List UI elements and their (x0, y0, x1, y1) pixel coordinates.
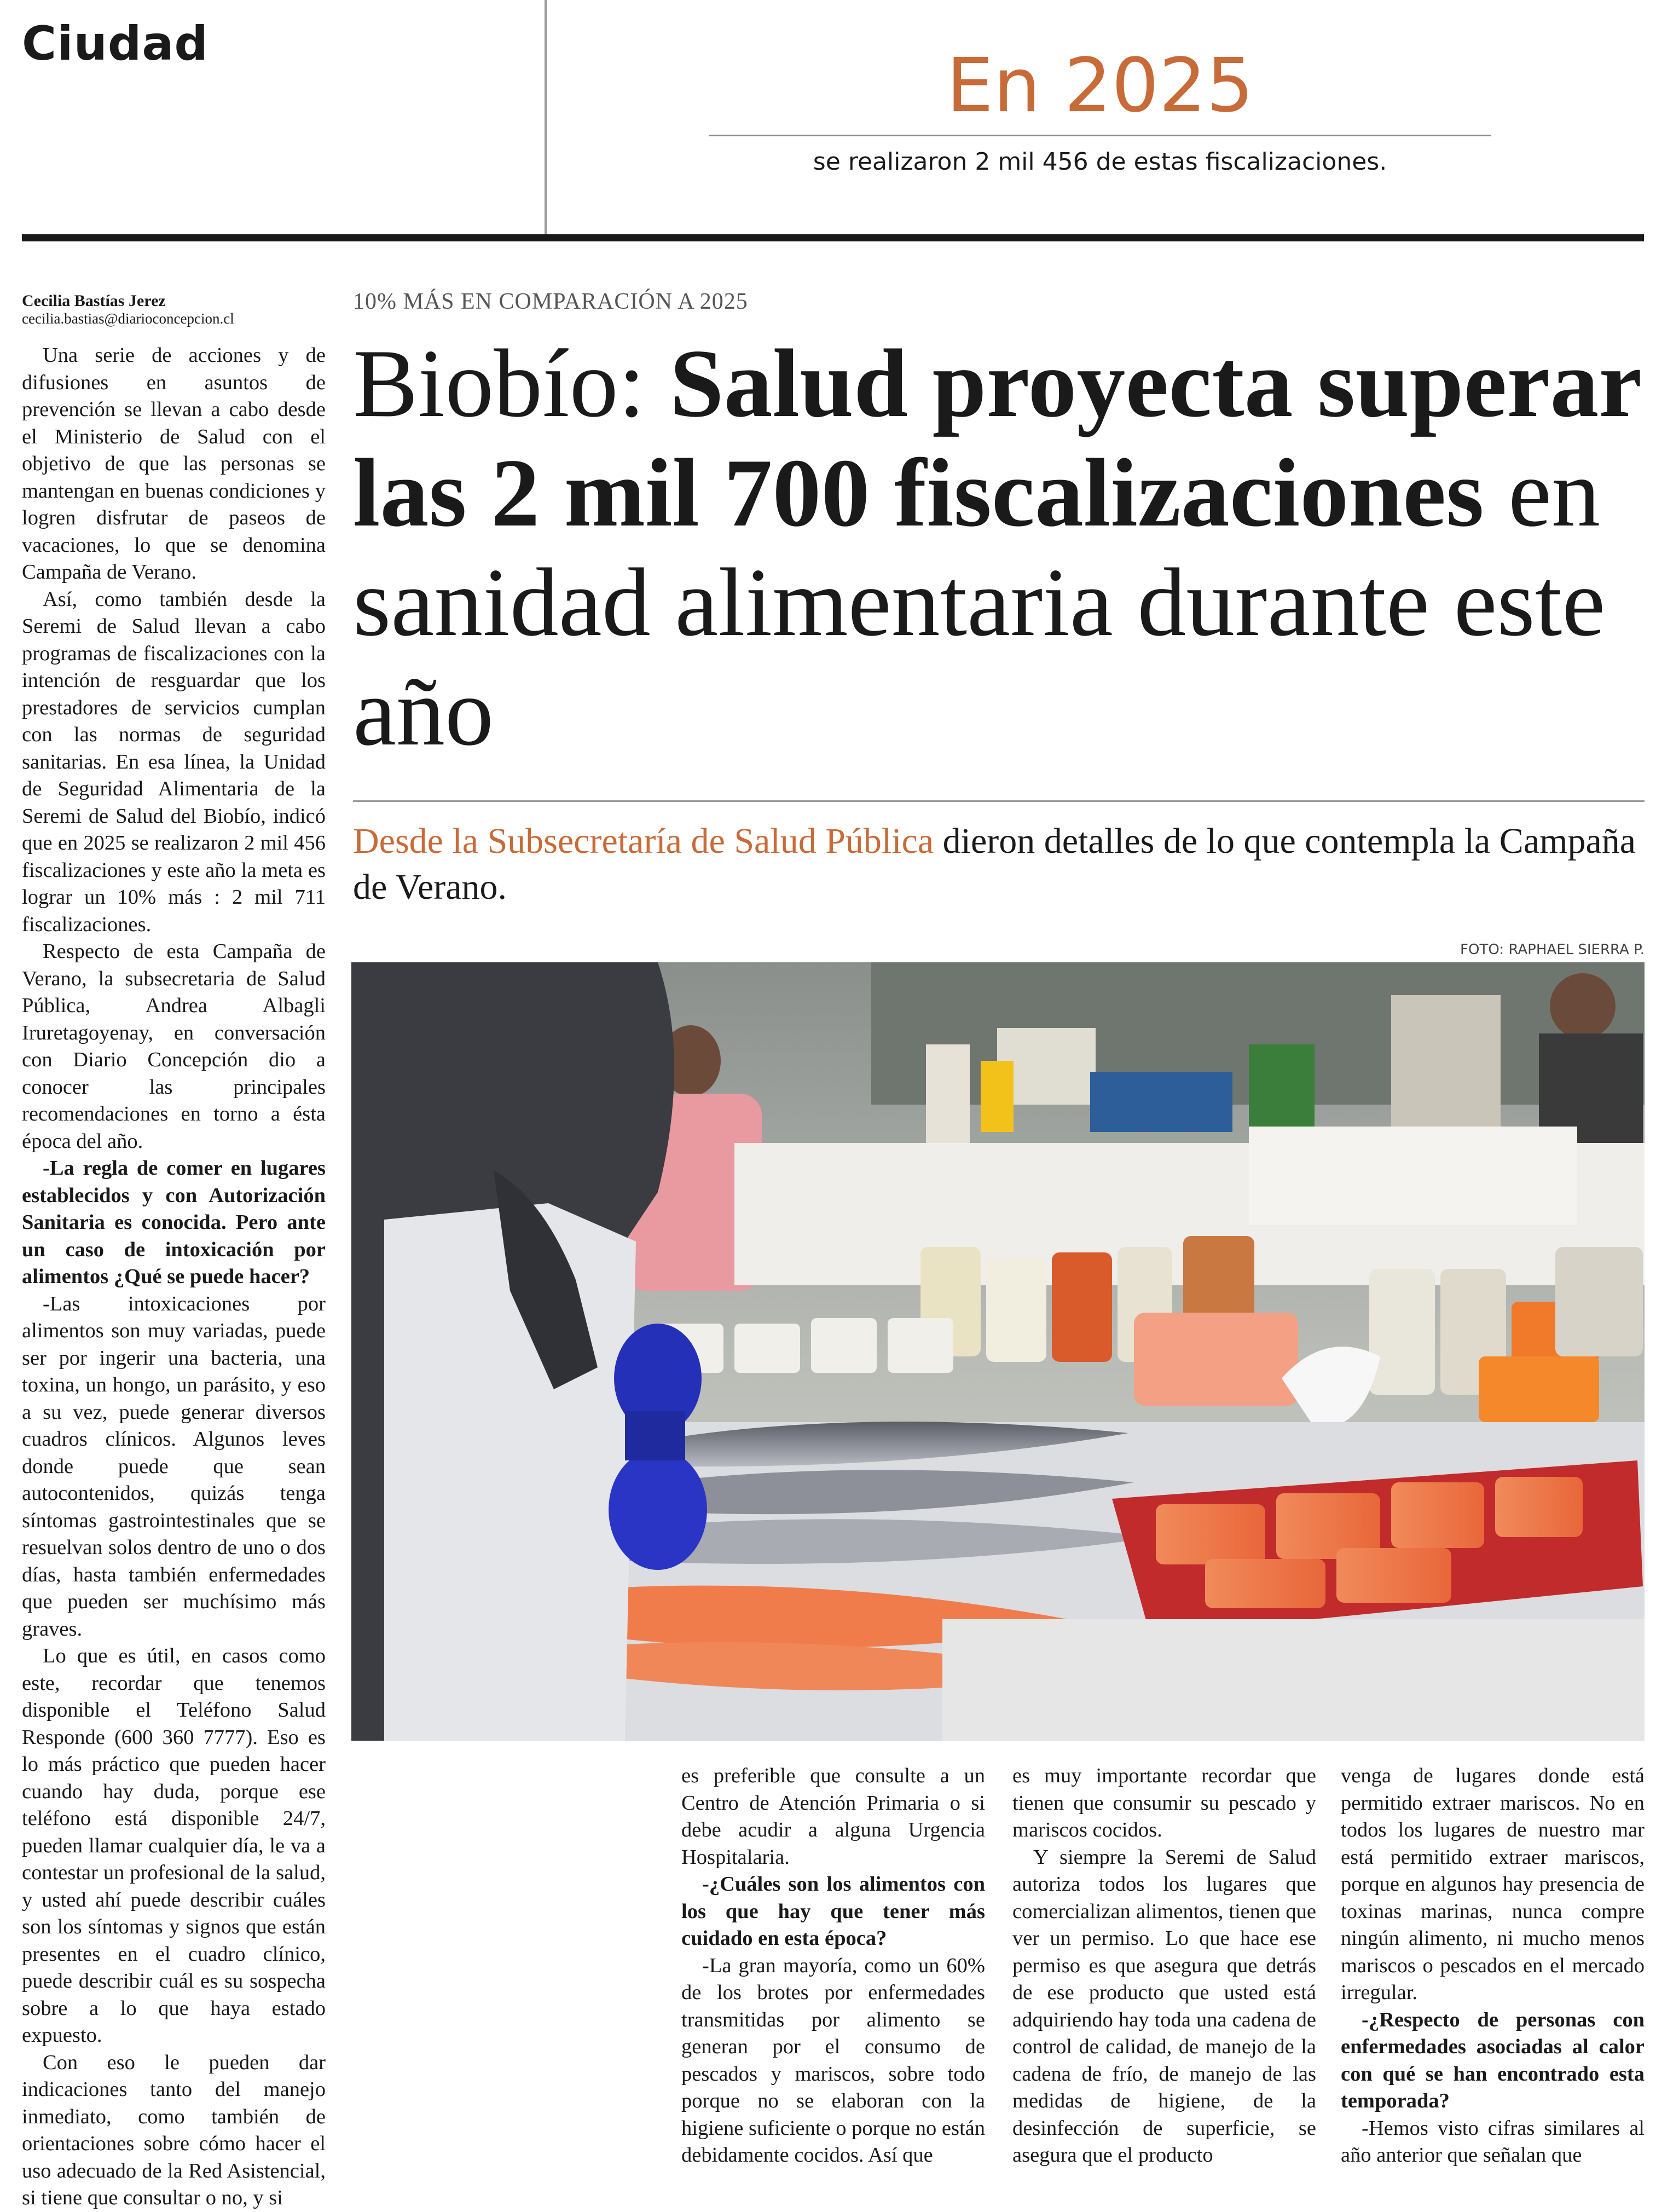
article-paragraph: Con eso le pueden dar indicaciones tanto del manejo inmediato, como también de orientaciones sobre cómo hacer el uso adecuado de la Red Asistencial, si tiene que consultar o no, y si (22, 2051, 326, 2209)
article-subtitle (353, 818, 1645, 910)
article-paragraph: -La gran mayoría, como un 60% de los brotes por enfermedades transmitidas por alimento se generan por el consumo de pescados y mariscos, sobre todo porque no se elaboran con la higiene suficiente o porque no están debidamente cocidos. Así que (681, 1954, 985, 2167)
headline-lead: Biobío: (353, 329, 670, 437)
header-divider (545, 0, 547, 235)
article-paragraph: Respecto de esta Campaña de Verano, la subsecretaria de Salud Pública, Andrea Albagli Iruretagoyenay, en conversación con Diario Concepción dio a conocer las principales recomendaciones en torno a ésta época del año. (22, 940, 326, 1153)
interview-question: -¿Cuáles son los alimentos con los que hay que tener más cuidado en esta época? (681, 1873, 985, 1950)
article-headline (353, 328, 1655, 766)
article-column-4 (1341, 1763, 1645, 2169)
headline-rule (353, 800, 1645, 802)
article-paragraph: es preferible que consulte a un Centro de Atención Primaria o si debe acudir a alguna Urgencia Hospitalaria. (681, 1764, 985, 1869)
article-photo (351, 962, 1645, 1741)
article-column-3 (1012, 1763, 1316, 2169)
headline-bold: Salud proyecta superar las 2 mil 700 fiscalizaciones (353, 329, 1641, 547)
highlight-text: se realizaron 2 mil 456 de estas fiscalizaciones. (813, 148, 1387, 176)
article-paragraph: Una serie de acciones y de difusiones en asuntos de prevención se llevan a cabo desde el Ministerio de Salud con el objetivo de que las personas se mantengan en buenas condiciones y logren disfrutar de paseos de vacaciones, lo que se denomina Campaña de Verano. (22, 344, 326, 584)
byline-author: Cecilia Bastías Jerez (22, 292, 166, 310)
article-paragraph: venga de lugares donde está permitido extraer mariscos. No en todos los lugares de nuestro mar está permitido extraer mariscos, porque en algunos hay presencia de toxinas marinas, nunca compre ningún alimento, ni mucho menos mariscos o pescados en el mercado irregular. (1341, 1764, 1645, 2004)
section-title: Ciudad (22, 16, 209, 71)
highlight-rule (709, 135, 1491, 136)
article-paragraph: -Las intoxicaciones por alimentos son muy variadas, puede ser por ingerir una bacteria, una toxina, un hongo, un parásito, y eso a su vez, puede generar diversos cuadros clínicos. Algunos leves donde puede que sean autocontenidos, quizás tenga síntomas gastrointestinales que se resuelvan solos dentro de uno o dos días, hasta también enfermedades que pueden ser muchísimo más graves. (22, 1292, 326, 1641)
article-paragraph: es muy importante recordar que tienen que consumir su pescado y mariscos cocidos. (1012, 1764, 1316, 1841)
article-column-2 (681, 1763, 985, 2169)
subtitle-accent: Desde la Subsecretaría de Salud Pública (353, 821, 934, 861)
article-paragraph: Lo que es útil, en casos como este, recordar que tenemos disponible el Teléfono Salud Responde (600 360 7777). Eso es lo más práctico que pueden hacer cuando hay duda, porque ese teléfono está disponible 24/7, pueden llamar cualquier día, le va a contestar un profesional de la salud, y usted ahí puede describir cuáles son los síntomas y signos que están presentes en el cuadro clínico, puede describir cuál es su sospecha sobre a lo que haya estado expuesto. (22, 1644, 326, 2047)
article-paragraph: Y siempre la Seremi de Salud autoriza todos los lugares que comercializan alimentos, tienen que ver un permiso. Lo que hace ese permiso es que asegura que detrás de ese producto que usted está adquiriendo hay toda una cadena de control de calidad, de manejo de la cadena de frío, de manejo de las medidas de higiene, de la desinfección de superficie, se asegura que el producto (1012, 1845, 1316, 2167)
article-paragraph: -Hemos visto cifras similares al año anterior que señalan que (1341, 2116, 1645, 2167)
photo-credit: FOTO: RAPHAEL SIERRA P. (1460, 942, 1645, 958)
article-kicker: 10% MÁS EN COMPARACIÓN A 2025 (353, 289, 748, 314)
headline-tail: en sanidad alimentaria durante este año (353, 438, 1606, 766)
interview-question: -¿Respecto de personas con enfermedades asociadas al calor con qué se han encontrado esta temporada? (1341, 2008, 1645, 2112)
article-column-1 (22, 342, 326, 2212)
header-rule (22, 234, 1644, 241)
article-paragraph: Así, como también desde la Seremi de Salud llevan a cabo programas de fiscalizaciones con la intención de resguardar que los prestadores de servicios cumplan con las normas de seguridad sanitarias. En esa línea, la Unidad de Seguridad Alimentaria de la Seremi de Salud del Biobío, indicó que en 2025 se realizaron 2 mil 456 fiscalizaciones y este año la meta es lograr un 10% más : 2 mil 711 fiscalizaciones. (22, 587, 326, 936)
subtitle-rest: dieron detalles de lo que contempla la Campaña de Verano. (353, 821, 1636, 907)
highlight-title: En 2025 (946, 43, 1254, 129)
byline-email: cecilia.bastias@diarioconcepcion.cl (22, 310, 234, 327)
interview-question: -La regla de comer en lugares establecidos y con Autorización Sanitaria es conocida. Pero ante un caso de intoxicación por alimentos ¿Qué se puede hacer? (22, 1157, 326, 1288)
